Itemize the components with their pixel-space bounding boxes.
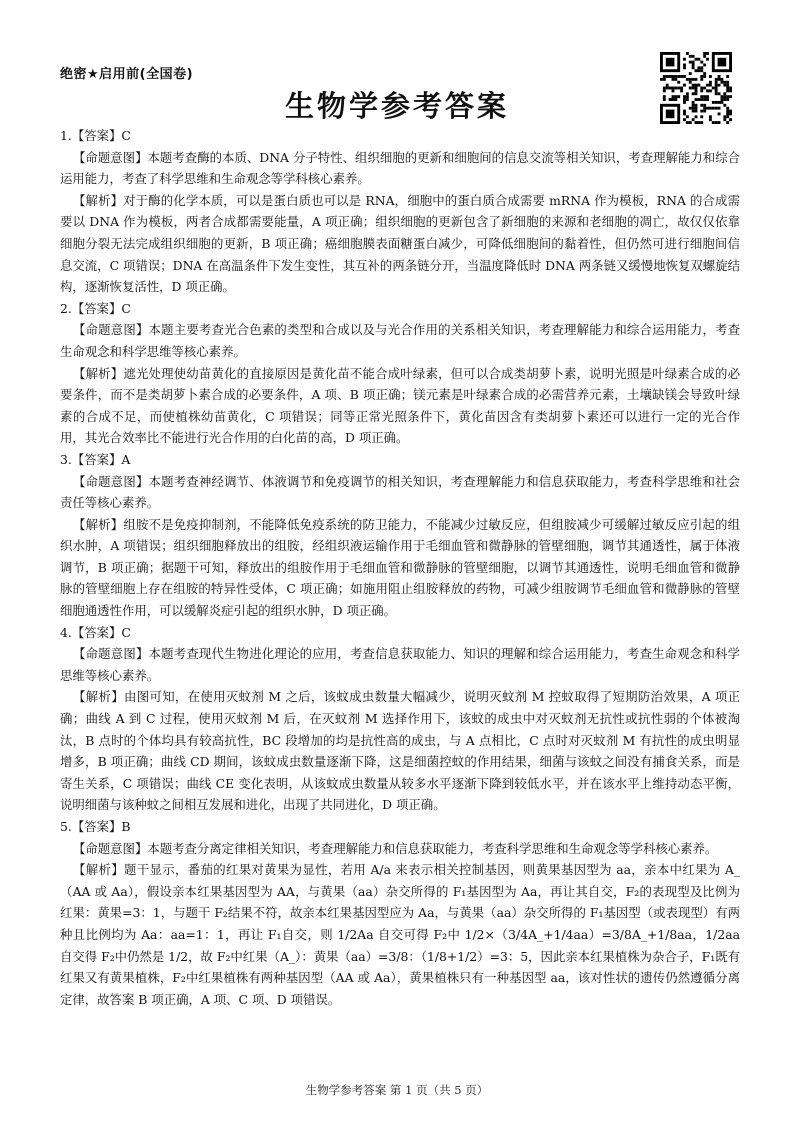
answer-item-5 [60,816,740,1010]
answer-item-2 [60,298,740,449]
answer-line: 2.【答案】C [60,300,131,316]
intent-text: 本题主要考查光合色素的类型和合成以及与光合作用的关系相关知识，考查理解能力和综合运用能力，考查生命观念和科学思维等核心素养。 [60,322,741,359]
analysis-tag: 【解析】 [73,192,124,208]
analysis-paragraph [60,859,740,1010]
analysis-text: 组胺不是免疫抑制剂，不能降低免疫系统的防卫能力，不能减少过敏反应，但组胺减少可缓解过敏反应引起的组织水肿，A 项错误；组织细胞释放出的组胺，经组织液运输作用于毛细血管和微静脉的管壁细胞，调节其通透性，属于体液调节，B 项正确；据题干可知，释放出的组胺作用于毛细血管和微静脉的管壁细胞，以调节其通透性，说明毛细血管和微静脉的管壁细胞上存在组胺的特异性受体，C 项正确；如施用阻止组胺释放的药物，可减少组胺调节毛细血管和微静脉的管壁细胞通透性作用，可以缓解炎症引起的组织水肿，D 项正确。 [60,516,741,619]
analysis-tag: 【解析】 [73,689,124,705]
intent-paragraph [60,643,740,686]
page-footer: 生物学参考答案 第 1 页（共 5 页） [305,1083,489,1097]
intent-paragraph [60,319,740,362]
intent-paragraph [60,838,740,860]
intent-text: 本题考查酶的本质、DNA 分子特性、组织细胞的更新和细胞间的信息交流等相关知识，考查理解能力和综合运用能力，考查了科学思维和生命观念等学科核心素养。 [60,149,740,187]
intent-tag: 【命题意图】 [73,840,148,856]
intent-paragraph [60,471,740,514]
analysis-text: 对于酶的化学本质，可以是蛋白质也可以是 RNA，细胞中的蛋白质合成需要 mRNA 作为模板，RNA 的合成需要以 DNA 作为模板，两者合成都需要能量，A 项正确；组织细胞的更新包含了新细胞的来源和老细胞的凋亡，故仅仅依靠细胞分裂无法完成组织细胞的更新，B 项正确；癌细胞膜表面糖蛋白减少，可降低细胞间的黏着性，但仍然可进行细胞间信息交流，C 项错误；DNA 在高温条件下发生变性，其互补的两条链分开，当温度降低时 DNA 两条链又缓慢地恢复双螺旋结构，逐渐恢复活性，D 项正确。 [60,192,740,295]
analysis-tag: 【解析】 [73,516,124,532]
page-title: 生物学参考答案 [284,89,509,123]
intent-tag: 【命题意图】 [73,646,149,662]
qr-code-icon [660,45,732,131]
confidential-label: 绝密★启用前(全国卷) [60,67,194,82]
analysis-paragraph [60,190,740,298]
analysis-tag: 【解析】 [73,365,124,381]
intent-text: 本题考查神经调节、体液调节和免疫调节的相关知识，考查理解能力和信息获取能力，考查科学思维和社会责任等核心素养。 [60,473,741,511]
analysis-text: 遮光处理使幼苗黄化的直接原因是黄化苗不能合成叶绿素，但可以合成类胡萝卜素，说明光照是叶绿素合成的必要条件，而不是类胡萝卜素合成的必要条件，A 项、B 项正确；镁元素是叶绿素合成的必需营养元素，土壤缺镁会导致叶绿素的合成不足，而使植株幼苗黄化，C 项错误；同等正常光照条件下，黄化苗因含有类胡萝卜素还可以进行一定的光合作用，其光合效率比不能进行光合作用的白化苗的高，D 项正确。 [60,365,741,446]
answer-line: 1.【答案】C [60,128,131,143]
answer-line: 5.【答案】B [60,819,131,834]
analysis-paragraph [60,686,740,816]
intent-text: 本题考查现代生物进化理论的应用，考查信息获取能力、知识的理解和综合运用能力，考查生命观念和科学思维等核心素养。 [60,646,741,683]
answer-item-4 [60,622,740,816]
analysis-paragraph [60,363,740,449]
analysis-paragraph [60,514,740,622]
answer-item-1 [60,125,740,298]
answer-list [60,125,740,1010]
intent-tag: 【命题意图】 [73,473,149,489]
answer-line: 3.【答案】A [60,451,131,467]
answer-line: 4.【答案】C [60,624,131,640]
intent-text: 本题考查分离定律相关知识，考查理解能力和信息获取能力，考查科学思维和生命观念等学科核心素养。 [147,840,718,856]
analysis-text: 由图可知，在使用灭蚊剂 M 之后，该蚊成虫数量大幅减少，说明灭蚊剂 M 控蚊取得了短期防治效果，A 项正确；曲线 A 到 C 过程，使用灭蚊剂 M 后，在灭蚊剂 M 选择作用下，该蚊的成虫中对灭蚊剂无抗性或抗性弱的个体被淘汰，B 点时的个体均具有较高抗性，BC 段增加的均是抗性高的成虫，与 A 点相比，C 点时对灭蚊剂 M 有抗性的成虫明显增多，B 项正确；曲线 CD 期间，该蚊成虫数量逐渐下降，这是细菌控蚊的作用结果，细菌与该蚊之间没有捕食关系，而是寄生关系，C 项错误；曲线 CE 变化表明，从该蚊成虫数量从较多水平逐渐下降到较低水平，并在该水平上维持动态平衡，说明细菌与该种蚊之间相互发展和进化，出现了共同进化，D 项正确。 [60,689,741,813]
intent-tag: 【命题意图】 [73,149,148,165]
analysis-text: 题干显示，番茄的红果对黄果为显性，若用 A/a 来表示相关控制基因，则黄果基因型为 aa，亲本中红果为 A_（AA 或 Aa），假设亲本红果基因型为 AA，与黄果（aa）杂交所得的 F₁基因型为 Aa，再让其自交，F₂的表现型及比例为红果：黄果=3：1，与题干 F₂结果不符，故亲本红果基因型应为 Aa，与黄果（aa）杂交所得的 F₁基因型（或表现型）有两种且比例均为 Aa：aa=1：1，再让 F₁自交，则 1/2Aa 自交可得 F₂中 1/2×（3/4A_+1/4aa）=3/8A_+1/8aa，1/2aa 自交得 F₂中仍然是 1/2，故 F₂中红果（A_）：黄果（aa）=3/8：（1/8+1/2）=3：5，因此亲本红果植株为杂合子，F₁既有红果又有黄果植株，F₂中红果植株有两种基因型（AA 或 Aa），黄果植株只有一种基因型 aa，该对性状的遗传仍然遵循分离定律，故答案 B 项正确，A 项、C 项、D 项错误。 [60,862,740,1007]
answer-item-3 [60,449,740,622]
intent-paragraph [60,147,740,190]
analysis-tag: 【解析】 [73,862,124,878]
intent-tag: 【命题意图】 [73,322,149,338]
